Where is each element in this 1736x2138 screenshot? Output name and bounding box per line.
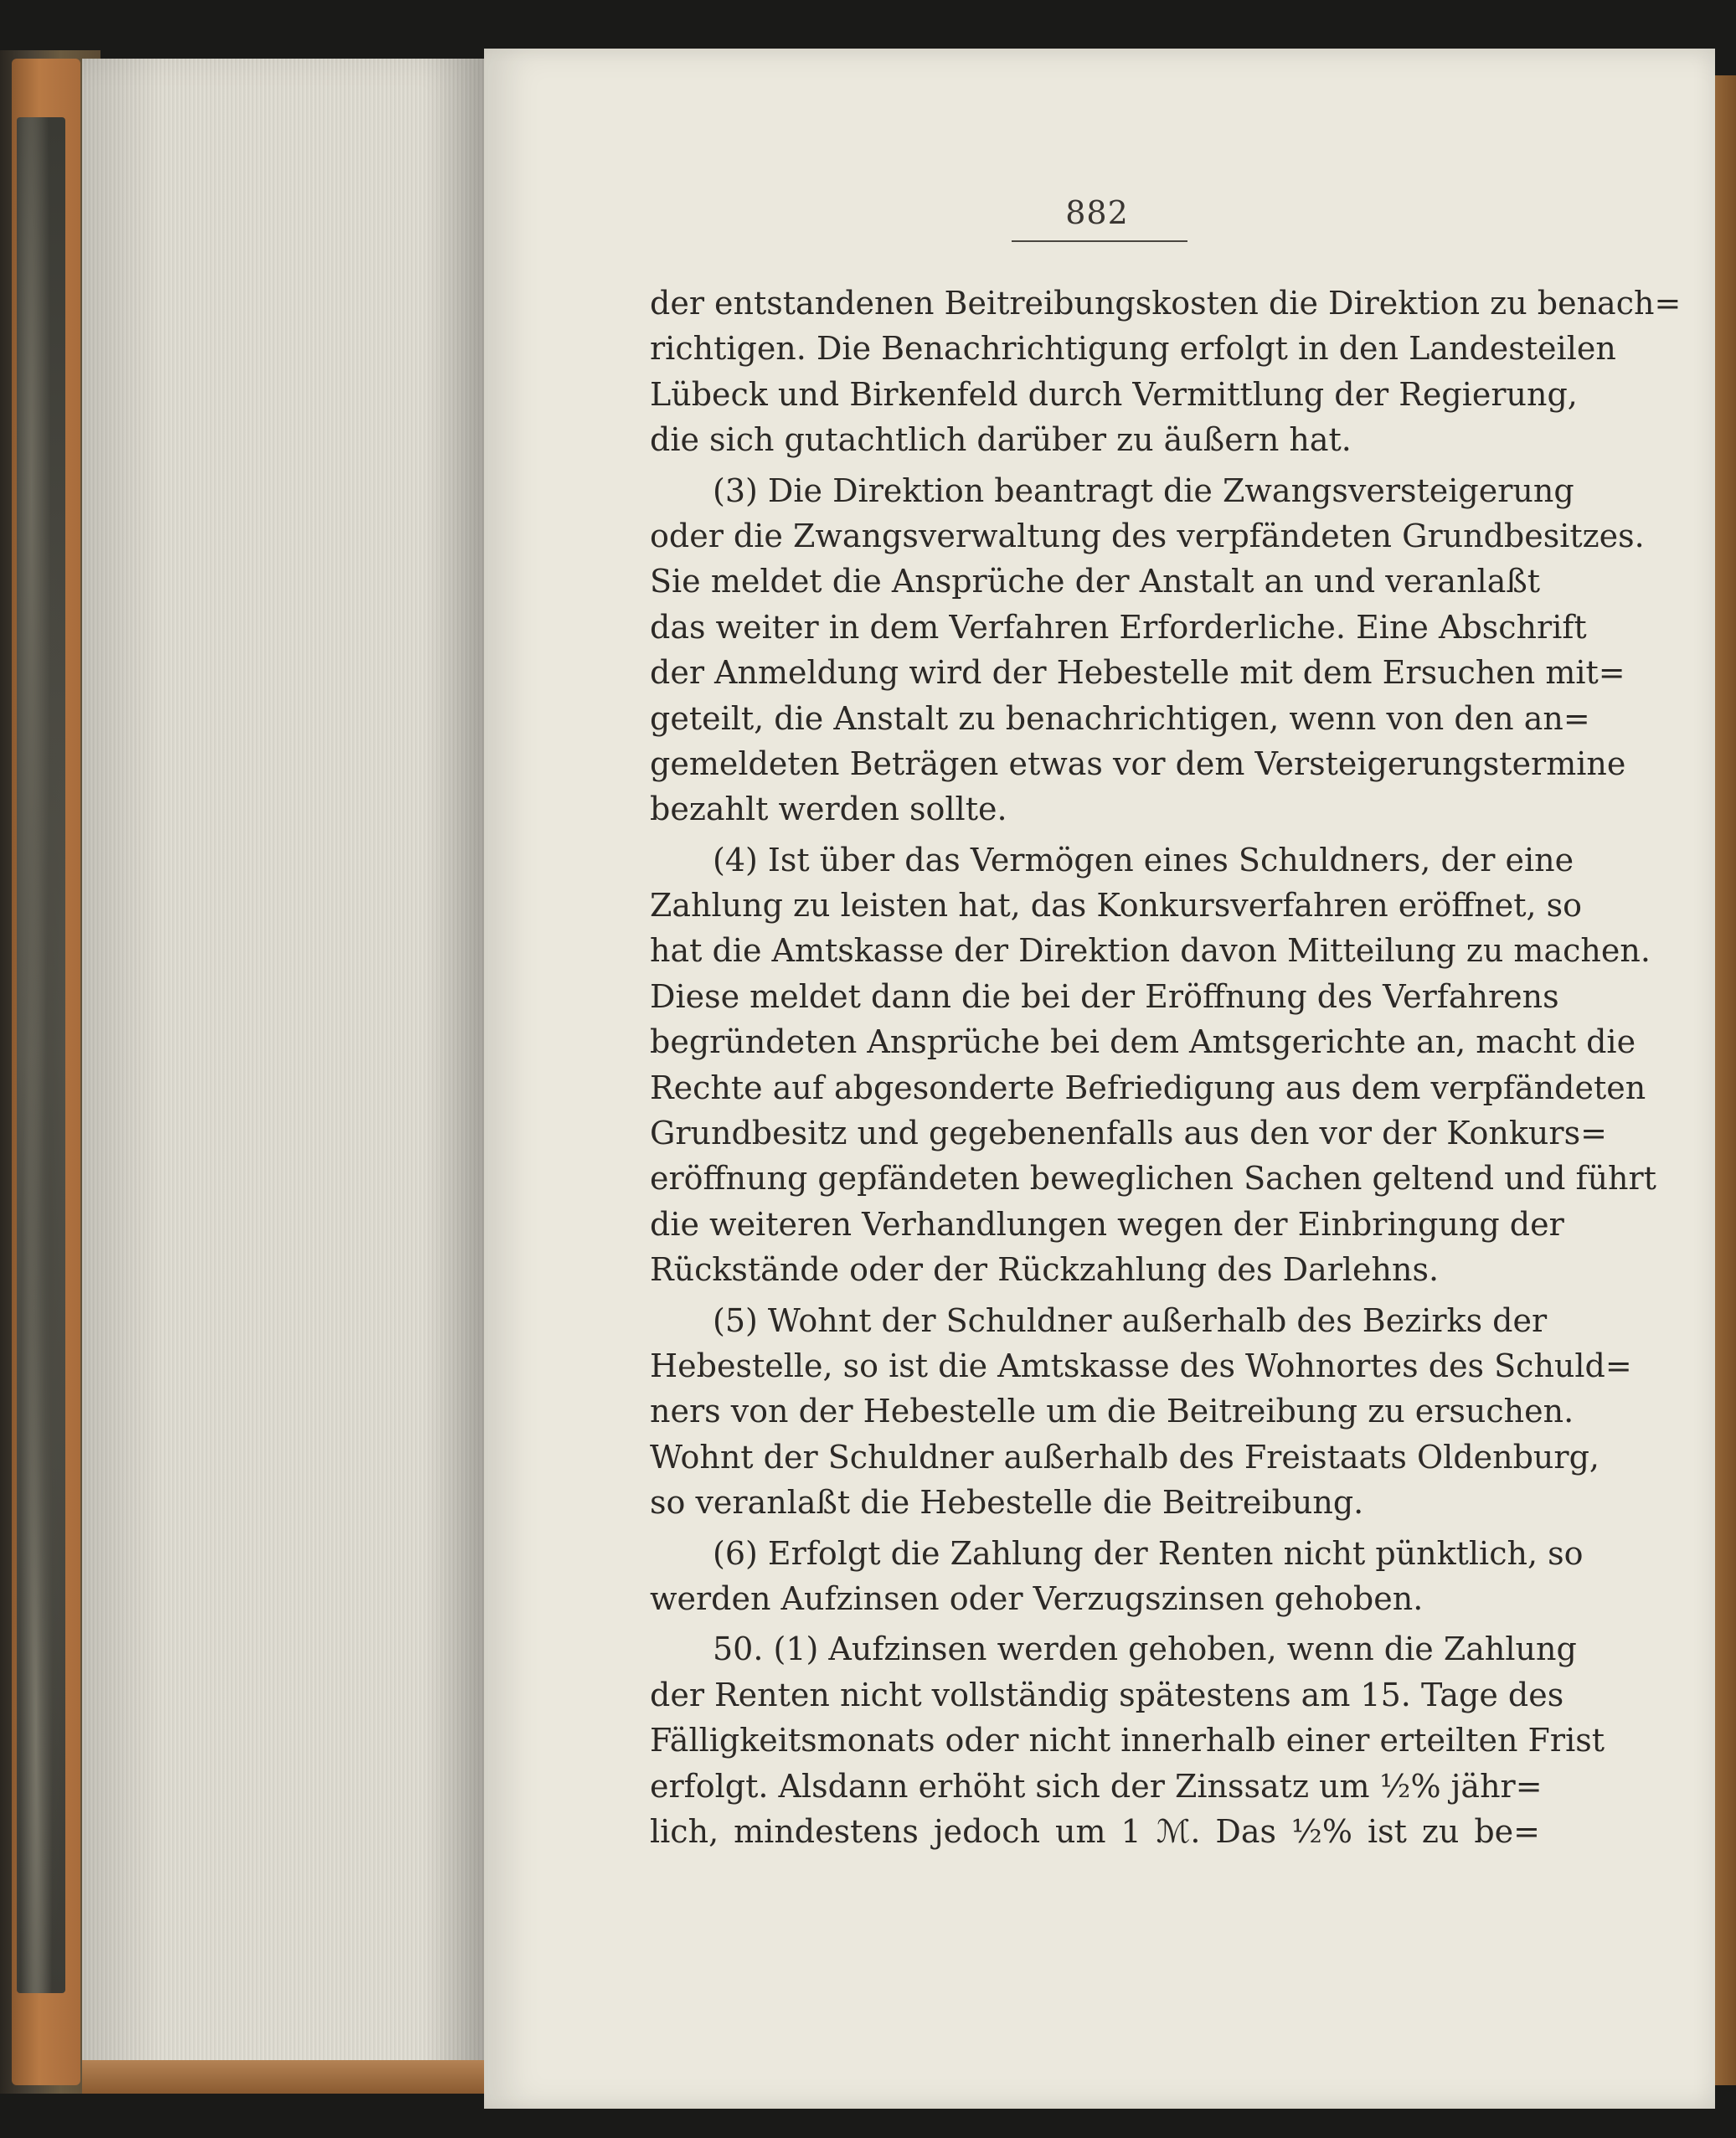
- text-line: ners von der Hebestelle um die Beitreibung zu ersuchen.: [650, 1393, 1574, 1430]
- text-line: geteilt, die Anstalt zu benachrichtigen, wenn von den an=: [650, 699, 1590, 737]
- text-line: begründeten Ansprüche bei dem Amtsgerichte an, macht die: [650, 1023, 1636, 1061]
- text-line: hat die Amtskasse der Direktion davon Mitteilung zu machen.: [650, 932, 1651, 970]
- page-edges-shading: [82, 59, 484, 2094]
- paragraph-4-start: (4) Ist über das Vermögen eines Schuldners, der eine: [713, 841, 1574, 878]
- text-line: Diese meldet dann die bei der Eröffnung des Verfahrens: [650, 977, 1559, 1015]
- paragraph-3-start: (3) Die Direktion beantragt die Zwangsversteigerung: [713, 471, 1574, 509]
- marbled-cover-panel: [17, 117, 65, 1993]
- text-line: lich, mindestens jedoch um 1 ℳ. Das ½% ist zu be=: [650, 1812, 1540, 1850]
- paragraph-5-start: (5) Wohnt der Schuldner außerhalb des Bezirks der: [713, 1301, 1548, 1339]
- text-line: gemeldeten Beträgen etwas vor dem Versteigerungstermine: [650, 744, 1626, 782]
- text-line: das weiter in dem Verfahren Erforderliche. Eine Abschrift: [650, 608, 1587, 646]
- text-line: Rückstände oder der Rückzahlung des Darlehns.: [650, 1251, 1440, 1289]
- text-line: die weiteren Verhandlungen wegen der Einbringung der: [650, 1205, 1564, 1243]
- text-line: der Renten nicht vollständig spätestens am 15. Tage des: [650, 1676, 1564, 1713]
- text-line: der entstandenen Beitreibungskosten die Direktion zu benach=: [650, 285, 1682, 322]
- text-line: der Anmeldung wird der Hebestelle mit dem Ersuchen mit=: [650, 654, 1625, 692]
- text-line: so veranlaßt die Hebestelle die Beitreibung.: [650, 1484, 1364, 1522]
- body-text: [650, 281, 1682, 1854]
- paragraph-6-start: (6) Erfolgt die Zahlung der Renten nicht pünktlich, so: [713, 1534, 1584, 1572]
- text-line: Hebestelle, so ist die Amtskasse des Wohnortes des Schuld=: [650, 1347, 1632, 1384]
- text-line: richtigen. Die Benachrichtigung erfolgt in den Landesteilen: [650, 330, 1616, 368]
- text-line: oder die Zwangsverwaltung des verpfändeten Grundbesitzes.: [650, 517, 1645, 554]
- header-rule: [1012, 240, 1187, 242]
- text-line: bezahlt werden sollte.: [650, 791, 1007, 828]
- text-line: Wohnt der Schuldner außerhalb des Freistaats Oldenburg,: [650, 1438, 1599, 1476]
- text-line: erfolgt. Alsdann erhöht sich der Zinssatz um ½% jähr=: [650, 1767, 1543, 1805]
- text-line: eröffnung gepfändeten beweglichen Sachen geltend und führt: [650, 1160, 1656, 1198]
- text-line: Rechte auf abgesonderte Befriedigung aus dem verpfändeten: [650, 1069, 1646, 1106]
- text-line: die sich gutachtlich darüber zu äußern hat.: [650, 421, 1352, 459]
- page-number: 882: [1065, 194, 1129, 231]
- text-line: Lübeck und Birkenfeld durch Vermittlung der Regierung,: [650, 375, 1578, 413]
- text-line: Grundbesitz und gegebenenfalls aus den vor der Konkurs=: [650, 1115, 1607, 1152]
- text-line: werden Aufzinsen oder Verzugszinsen gehoben.: [650, 1579, 1424, 1617]
- binding-bottom-edge: [82, 2060, 484, 2094]
- text-line: Fälligkeitsmonats oder nicht innerhalb einer erteilten Frist: [650, 1722, 1605, 1759]
- text-line: Sie meldet die Ansprüche der Anstalt an und veranlaßt: [650, 563, 1540, 600]
- text-line: Zahlung zu leisten hat, das Konkursverfahren eröffnet, so: [650, 887, 1583, 925]
- section-50-start: 50. (1) Aufzinsen werden gehoben, wenn die Zahlung: [713, 1631, 1577, 1668]
